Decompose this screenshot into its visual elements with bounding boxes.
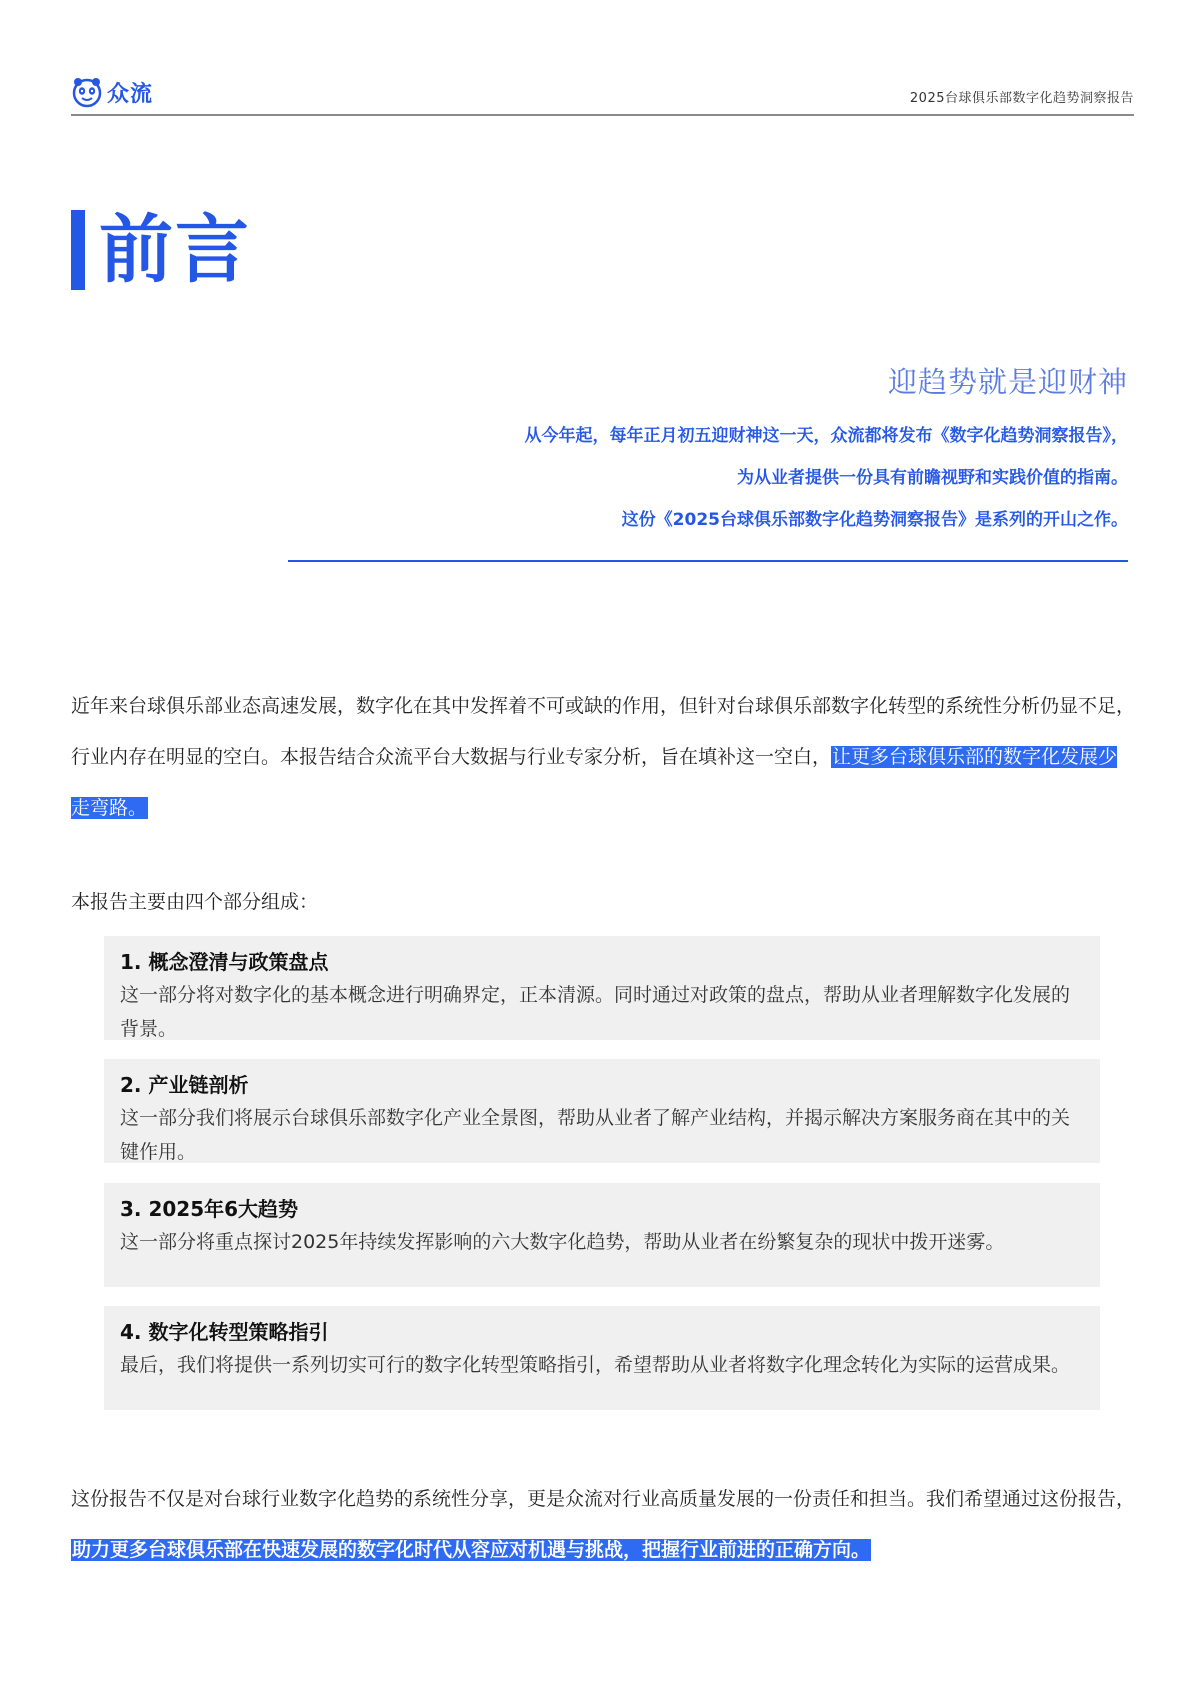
part-card-title: 1. 概念澄清与政策盘点 xyxy=(120,950,329,974)
parts-intro: 本报告主要由四个部分组成： xyxy=(71,891,319,913)
part-card-desc: 这一部分将对数字化的基本概念进行明确界定，正本清源。同时通过对政策的盘点，帮助从业者理解数字化发展的背景。 xyxy=(120,984,1071,1040)
page-title: 前言 xyxy=(99,207,251,293)
part-card xyxy=(104,1059,1100,1163)
highlighted-text: 让更多台球俱乐部的数字化发展少走弯路。 xyxy=(71,746,1118,819)
title-accent-bar xyxy=(71,210,85,290)
part-card xyxy=(104,1306,1100,1410)
panda-logo-icon xyxy=(71,76,103,108)
part-card-desc: 最后，我们将提供一系列切实可行的数字化转型策略指引，希望帮助从业者将数字化理念转化为实际的运营成果。 xyxy=(120,1354,1071,1376)
part-card-title: 3. 2025年6大趋势 xyxy=(120,1197,299,1221)
part-card-title: 2. 产业链剖析 xyxy=(120,1073,249,1097)
intro-line-3: 这份《2025台球俱乐部数字化趋势洞察报告》是系列的开山之作。 xyxy=(621,510,1128,530)
report-title: 2025台球俱乐部数字化趋势洞察报告 xyxy=(909,91,1134,106)
section-heading xyxy=(71,207,251,293)
page-header xyxy=(71,74,1134,116)
part-card-desc: 这一部分将重点探讨2025年持续发挥影响的六大数字化趋势，帮助从业者在纷繁复杂的现状中拨开迷雾。 xyxy=(120,1231,1005,1253)
part-card-title: 4. 数字化转型策略指引 xyxy=(120,1320,329,1344)
intro-line-1: 从今年起，每年正月初五迎财神这一天，众流都将发布《数字化趋势洞察报告》， xyxy=(524,426,1128,446)
paragraph-conclusion xyxy=(71,1474,1135,1576)
brand-name: 众流 xyxy=(107,81,154,107)
highlighted-text: 助力更多台球俱乐部在快速发展的数字化时代从容应对机遇与挑战，把握行业前进的正确方向。 xyxy=(72,1539,871,1561)
intro-line-2: 为从业者提供一份具有前瞻视野和实践价值的指南。 xyxy=(737,468,1128,488)
paragraph-text: 这份报告不仅是对台球行业数字化趋势的系统性分享，更是众流对行业高质量发展的一份责任和担当。我们希望通过这份报告， xyxy=(71,1488,1136,1510)
slogan: 迎趋势就是迎财神 xyxy=(887,365,1128,399)
paragraph-background xyxy=(71,681,1135,834)
part-card-desc: 这一部分我们将展示台球俱乐部数字化产业全景图，帮助从业者了解产业结构，并揭示解决方案服务商在其中的关键作用。 xyxy=(120,1107,1071,1163)
part-card xyxy=(104,936,1100,1040)
part-card xyxy=(104,1183,1100,1287)
brand-logo xyxy=(71,76,153,108)
paragraph-text: 近年来台球俱乐部业态高速发展，数字化在其中发挥着不可或缺的作用，但针对台球俱乐部数字化转型的系统性分析仍显不足，行业内存在明显的空白。本报告结合众流平台大数据与行业专家分析，旨在填补这一空白， xyxy=(71,695,1136,768)
intro-divider xyxy=(288,560,1128,562)
